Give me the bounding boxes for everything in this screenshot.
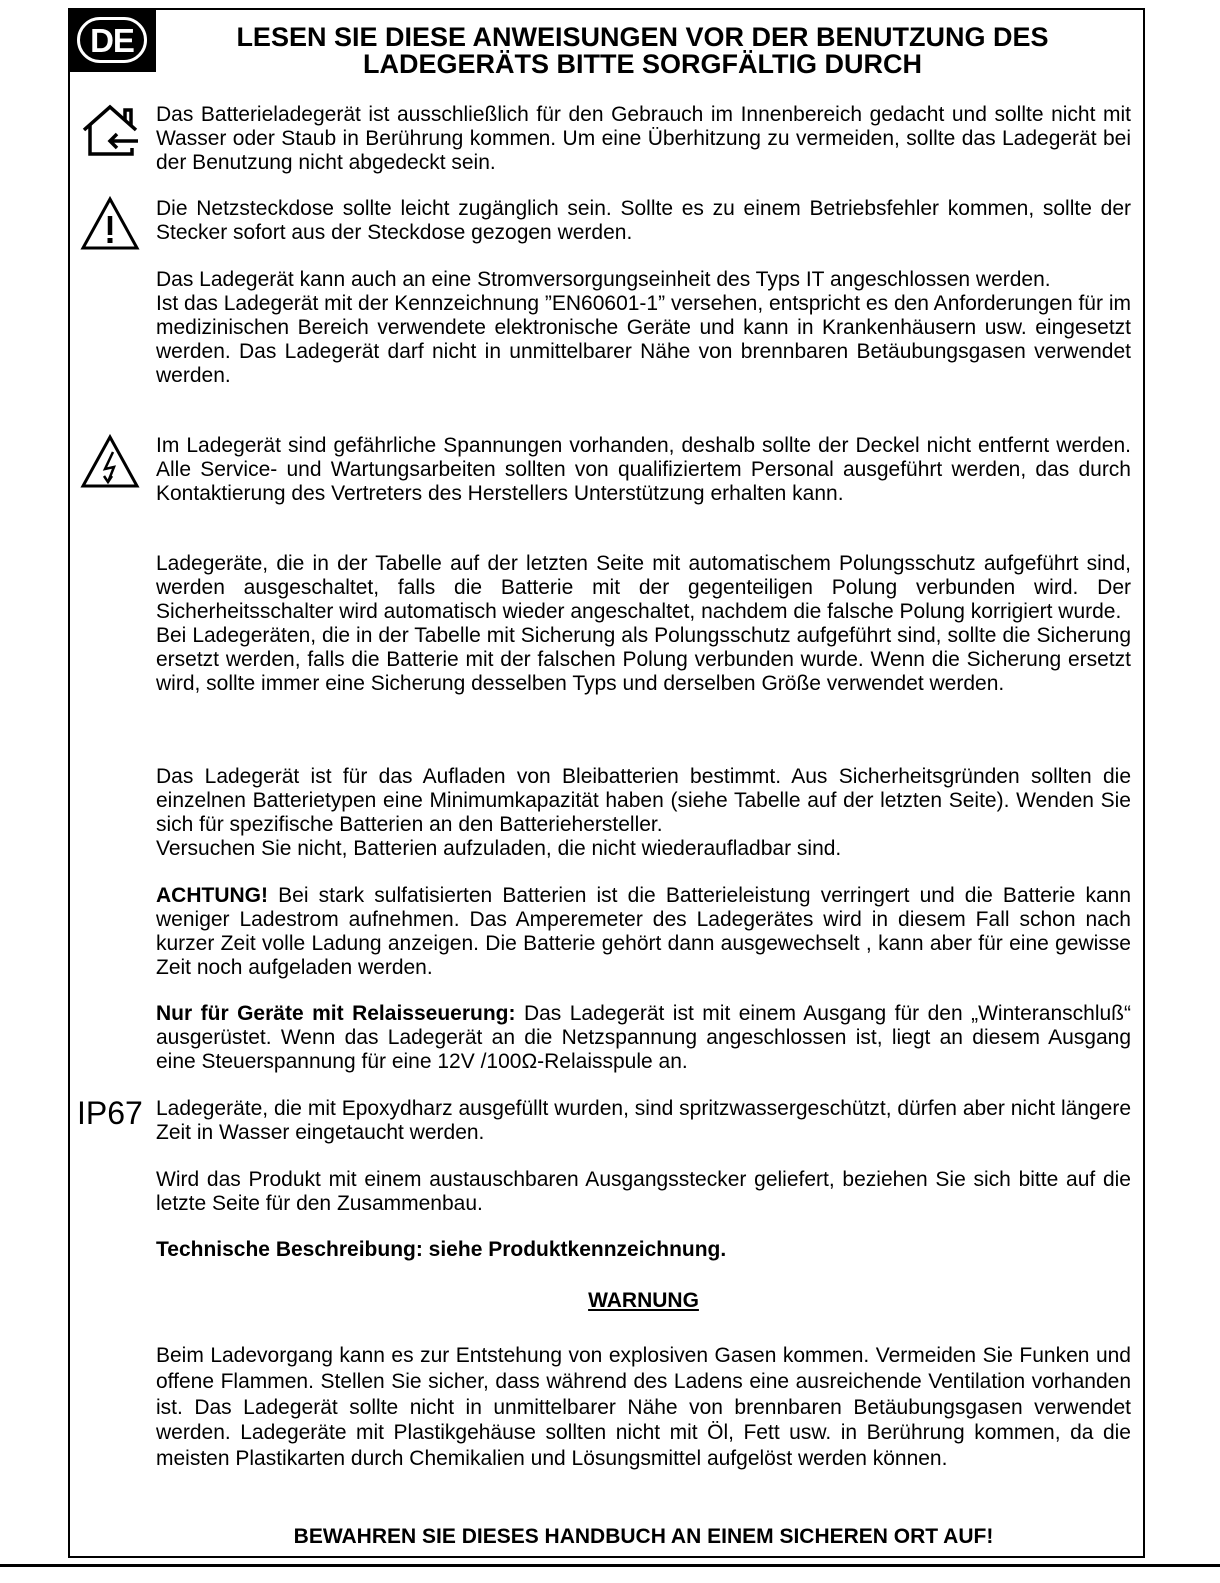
keep-manual-notice: BEWAHREN SIE DIESES HANDBUCH AN EINEM SICHEREN ORT AUF! <box>293 1525 994 1548</box>
relay-paragraph <box>156 1002 1131 1074</box>
title-line-1: LESEN SIE DIESE ANWEISUNGEN VOR DER BENUTZUNG DES <box>236 22 1049 52</box>
polarity-auto-paragraph: Ladegeräte, die in der Tabelle auf der letzten Seite mit automatischem Polungsschutz aufgeführt sind, werden ausgeschaltet, falls die Batterie mit der gegenteiligen Polung verbunden wird. Der Sicherheitsschalter wird automatisch wieder angeschaltet, nachdem die falsche Polung korrigiert wurde. <box>156 552 1131 623</box>
page-title <box>170 24 1115 78</box>
language-badge: DE <box>77 17 147 63</box>
title-line-2: LADEGERÄTS BITTE SORGFÄLTIG DURCH <box>363 49 922 79</box>
voltage-paragraph: Im Ladegerät sind gefährliche Spannungen vorhanden, deshalb sollte der Deckel nicht entfernt werden. Alle Service- und Wartungsarbeiten sollten von qualifiziertem Personal ausgeführt werden, das durch Kontaktierung des Vertreters des Herstellers Unterstützung erhalten kann. <box>156 434 1131 505</box>
supply-block <box>156 268 1131 388</box>
high-voltage-icon <box>80 434 140 490</box>
warning-heading: WARNUNG <box>588 1289 699 1312</box>
non-rechargeable-paragraph: Versuchen Sie nicht, Batterien aufzuladen, die nicht wiederaufladbar sind. <box>156 837 842 860</box>
technical-description: Technische Beschreibung: siehe Produktkennzeichnung. <box>156 1238 727 1261</box>
language-badge-box <box>68 8 156 72</box>
lead-acid-paragraph: Das Ladegerät ist für das Aufladen von Bleibatterien bestimmt. Aus Sicherheitsgründen sollten die einzelnen Batterietypen eine Minimumkapazität haben (siehe Tabelle auf der letzten Seite). Wenden Sie sich für spezifische Batterien an den Batteriehersteller. <box>156 765 1131 836</box>
attention-text: Bei stark sulfatisierten Batterien ist die Batterieleistung verringert und die Batterie kann weniger Ladestrom aufnehmen. Das Amperemeter des Ladegerätes wird in diesem Fall schon nach kurzer Zeit volle Ladung anzeigen. Die Batterie gehört dann ausgewechselt , kann aber für eine gewisse Zeit noch aufgeladen werden. <box>156 884 1131 979</box>
warning-paragraph: Beim Ladevorgang kann es zur Entstehung von explosiven Gasen kommen. Vermeiden Sie Funken und offene Flammen. Stellen Sie sicher, dass während des Ladens eine ausreichende Ventilation vorhanden ist. Das Ladegerät sollte nicht in unmittelbarer Nähe von brennbaren Betäubungsgasen verwendet werden. Ladegeräte mit Plastikgehäuse sollten nicht mit Öl, Fett usw. in Berührung kommen, da die meisten Plastikarten durch Chemikalien und Lösungsmittel aufgelöst werden können. <box>156 1344 1131 1471</box>
attention-paragraph <box>156 884 1131 980</box>
epoxy-paragraph: Ladegeräte, die mit Epoxydharz ausgefüllt wurden, sind spritzwassergeschützt, dürfen aber nicht längere Zeit in Wasser eingetaucht werden. <box>156 1097 1131 1144</box>
relay-label: Nur für Geräte mit Relaisseuerung: <box>156 1002 516 1025</box>
polarity-fuse-paragraph: Bei Ladegeräten, die in der Tabelle mit Sicherung als Polungsschutz aufgeführt sind, sollte die Sicherung ersetzt werden, falls die Batterie mit der falschen Polung verbunden wurde. Wenn die Sicherung ersetzt wird, sollte immer eine Sicherung desselben Typs und derselben Größe verwendet werden. <box>156 624 1131 695</box>
socket-paragraph: Die Netzsteckdose sollte leicht zugänglich sein. Sollte es zu einem Betriebsfehler kommen, sollte der Stecker sofort aus der Steckdose gezogen werden. <box>156 197 1131 244</box>
plug-paragraph: Wird das Produkt mit einem austauschbaren Ausgangsstecker geliefert, beziehen Sie sich bitte auf die letzte Seite für den Zusammenbau. <box>156 1168 1131 1215</box>
relay-text: Das Ladegerät ist mit einem Ausgang für den „Winteranschluß“ ausgerüstet. Wenn das Ladegerät an die Netzspannung angeschlossen ist, liegt an diesem Ausgang eine Steuerspannung für eine 12V /100Ω-Relaisspule an. <box>156 1002 1131 1073</box>
bottom-rule <box>0 1564 1220 1567</box>
battery-block <box>156 765 1131 861</box>
polarity-block <box>156 552 1131 696</box>
warning-triangle-icon <box>80 196 140 252</box>
indoor-paragraph: Das Batterieladegerät ist ausschließlich für den Gebrauch im Innenbereich gedacht und sollte nicht mit Wasser oder Staub in Berührung kommen. Um eine Überhitzung zu vermeiden, sollte das Ladegerät bei der Benutzung nicht abgedeckt sein. <box>156 103 1131 174</box>
it-supply-paragraph: Das Ladegerät kann auch an eine Stromversorgungseinheit des Typs IT angeschlossen werden. <box>156 268 1051 291</box>
medical-paragraph: Ist das Ladegerät mit der Kennzeichnung ”EN60601-1” versehen, entspricht es den Anforderungen für im medizinischen Bereich verwendete elektronische Geräte und kann in Krankenhäusern usw. eingesetzt werden. Das Ladegerät darf nicht in unmittelbarer Nähe von brennbaren Betäubungsgasen verwendet werden. <box>156 292 1131 387</box>
ip67-marking: IP67 <box>77 1095 143 1131</box>
attention-label: ACHTUNG! <box>156 884 268 907</box>
house-indoor-icon <box>80 104 142 158</box>
